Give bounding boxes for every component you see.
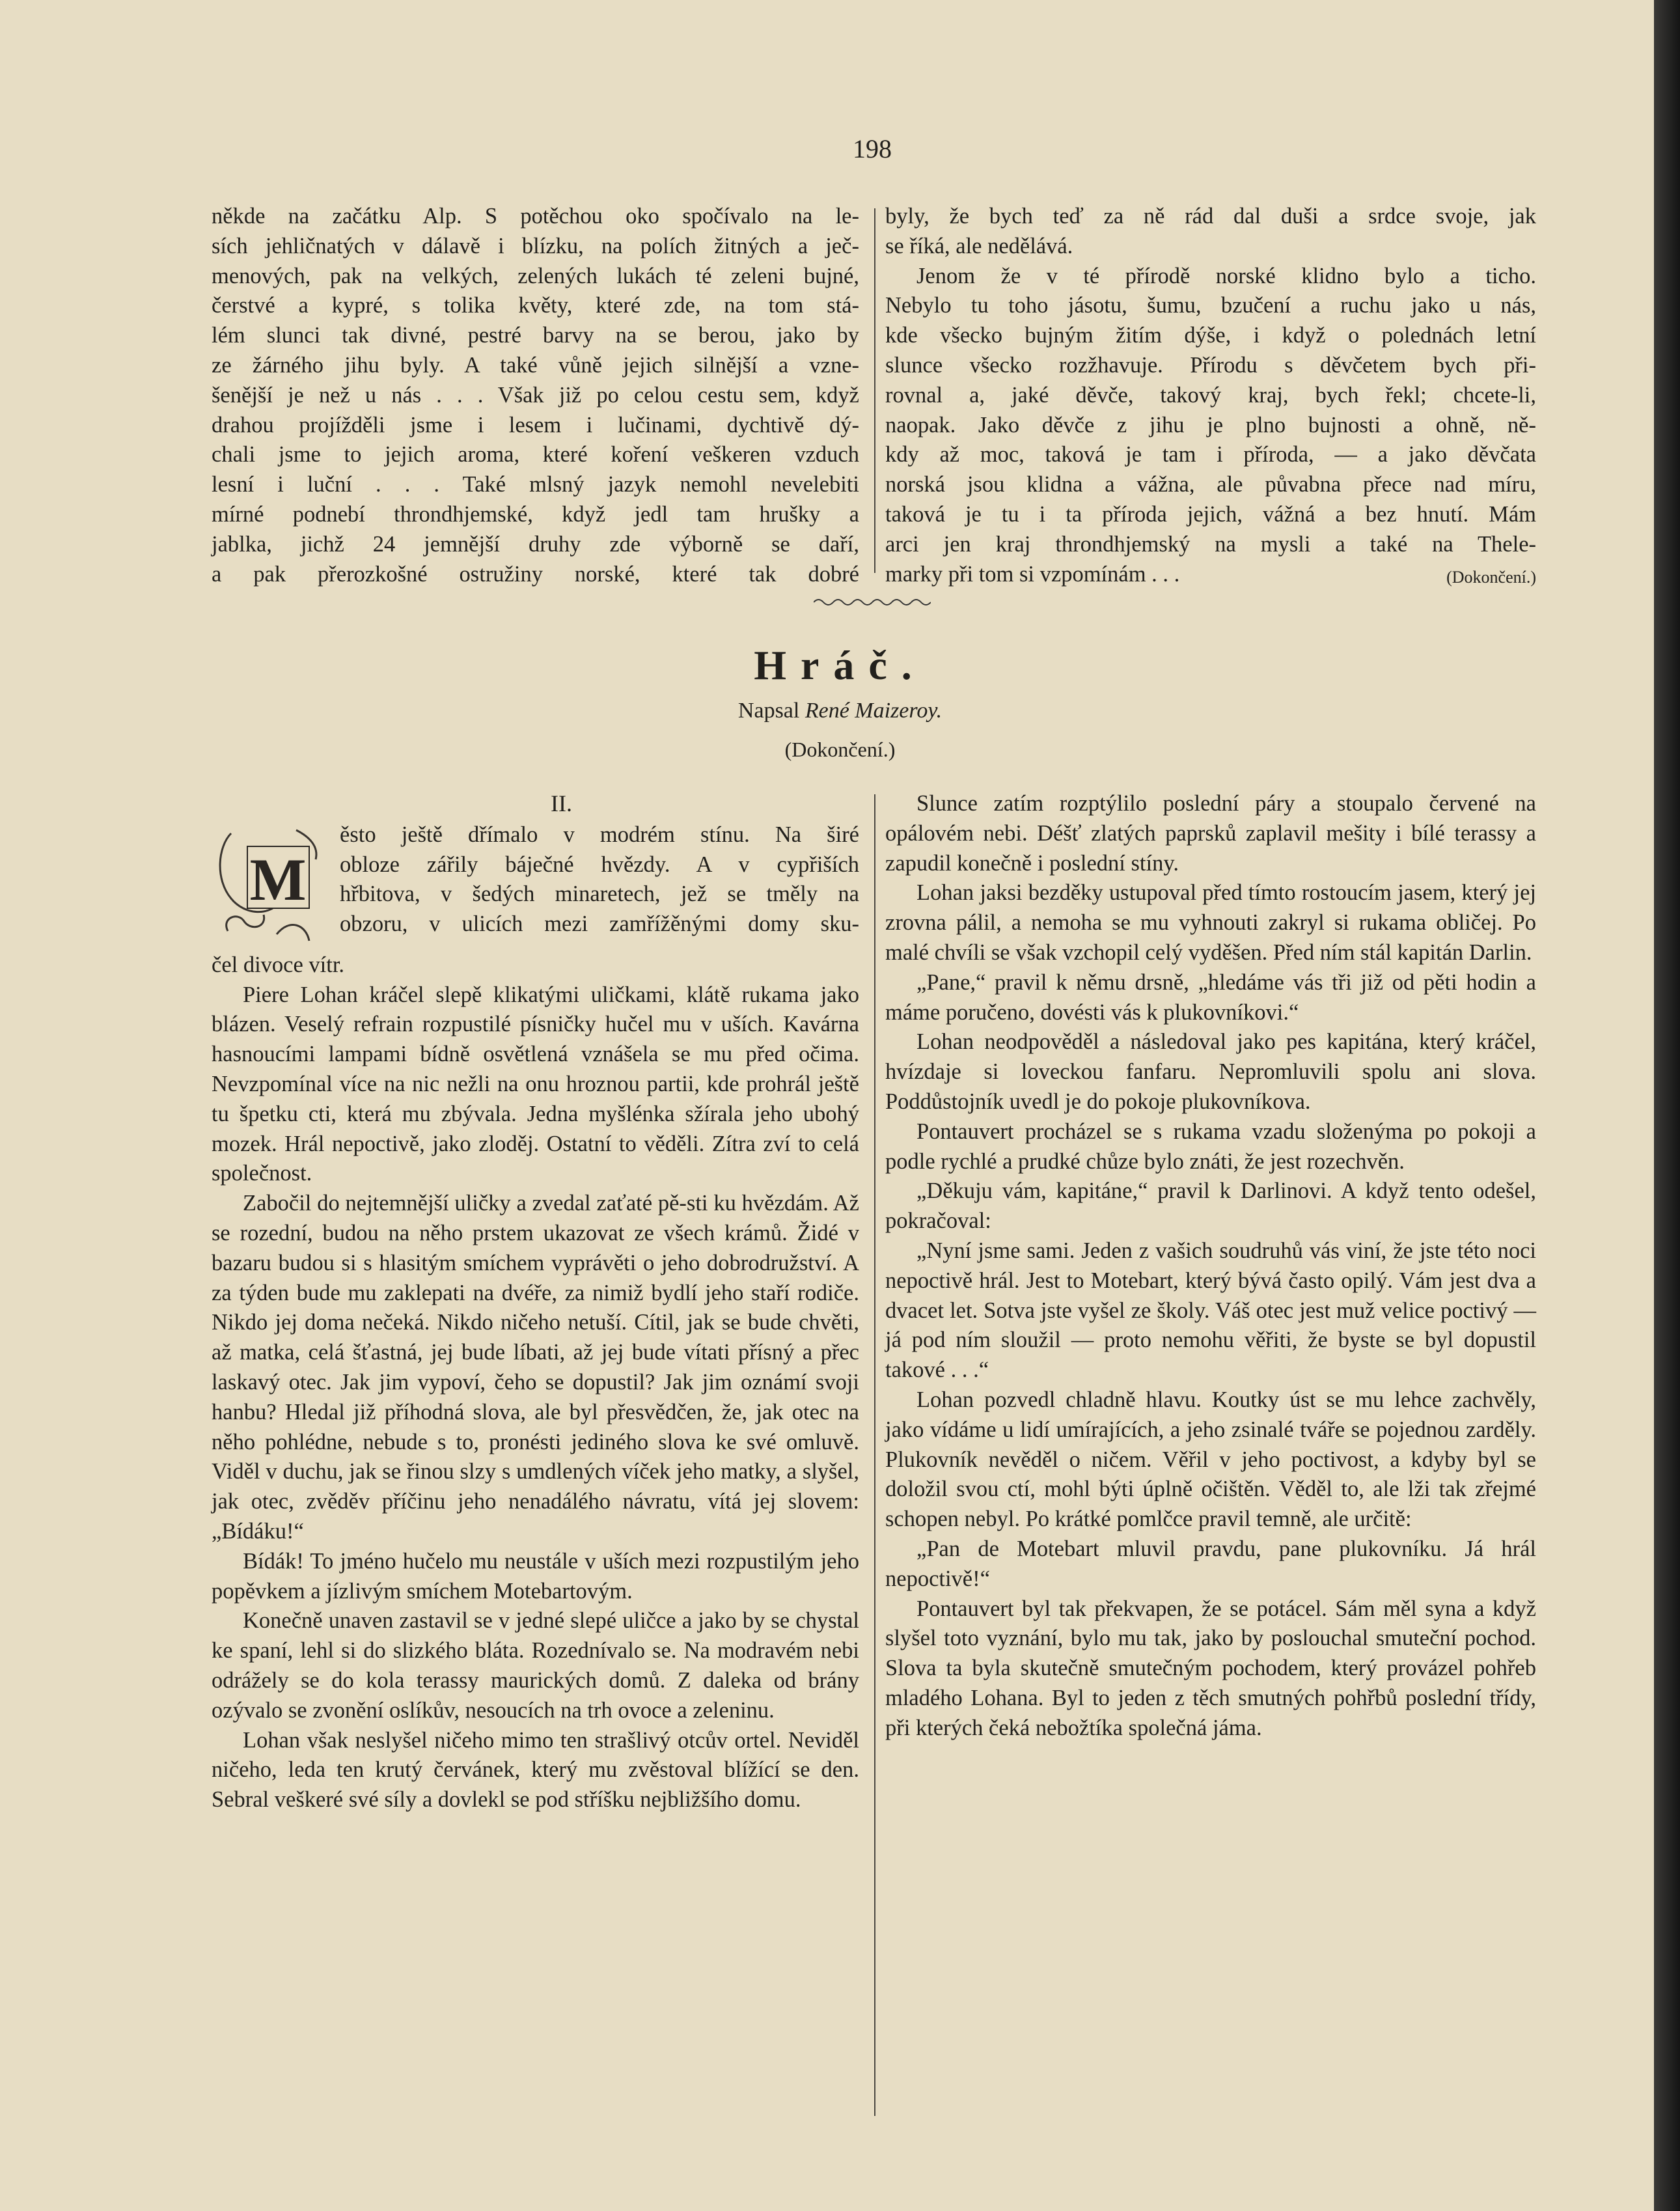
- paragraph: Lohan neodpověděl a následoval jako pes kapitána, který kráčel, hvízdaje si loveckou fanfaru. Nepromluvili spolu ani slova. Poddůstojník uvedl je do pokoje plukovníkova.: [885, 1029, 1536, 1114]
- text-line: chali jsme to jejich aroma, které koření veškeren vzduch: [212, 442, 859, 467]
- text-line: naopak. Jako děvče z jihu je plno bujnosti a ohně, ně-: [885, 412, 1536, 438]
- text-line: lém slunci tak divné, pestré barvy na se berou, jako by: [212, 323, 859, 348]
- text-line: ze žárného jihu byly. A také vůně jejich silnější a vzne-: [212, 352, 859, 378]
- text-line: byly, že bych teď za ně rád dal duši a srdce svoje, jak: [885, 204, 1536, 229]
- author-name: René Maizeroy.: [805, 699, 943, 723]
- paragraph: Piere Lohan kráčel slepě klikatými uličkami, klátě rukama jako blázen. Veselý refrain rozpustilé písničky hučel mu v uších. Kavárna hasnoucími lampami bídně osvětlená vznášela se mu před očima. Nevzpomínal více na nic nežli na onu hroznou partii, kde prohrál ještě tu špetku cti, která mu zbývala. Jedna myšlénka sžírala jeho ubohý mozek. Hrál nepoctivě, jako zloděj. Ostatní to věděli. Zítra zví to celá společnost.: [212, 982, 859, 1186]
- text-line: marky při tom si vzpomínám . . . (Dokončení.): [885, 560, 1536, 590]
- text-line: arci jen kraj throndhjemský na mysli a také na Thele-: [885, 531, 1536, 557]
- paragraph: Lohan jaksi bezděky ustupoval před tímto rostoucím jasem, který jej zrovna pálil, a nemoha se mu vyhnouti zakryl si rukama obličej. Po malé chvíli se však vzchopil celý vyděšen. Před ním stál kapitán Darlin.: [885, 880, 1536, 965]
- text-line: Jenom že v té přírodě norské klidno bylo a ticho.: [916, 263, 1536, 288]
- ornamental-dropcap-icon: [212, 820, 332, 951]
- text-line: kde všecko bujným žitím dýše, i když o polednách letní: [885, 323, 1536, 348]
- text-line: ěsto ještě dřímalo v modrém stínu. Na širé: [340, 822, 859, 847]
- paragraph: Slunce zatím rozptýlilo poslední páry a stoupalo červené na opálovém nebi. Déšť zlatých paprsků zaplavil mešity i bílé terassy a zapudil konečně i poslední stíny.: [885, 791, 1536, 876]
- text-line: kdy až moc, taková je tam i příroda, — a jako děvčata: [885, 442, 1536, 467]
- text-line: Nebylo tu toho jásotu, šumu, bzučení a ruchu jako u nás,: [885, 293, 1536, 318]
- text-line: jablka, jichž 24 jemnější druhy zde výborně se daří,: [212, 531, 859, 557]
- paragraph: Pontauvert byl tak překvapen, že se potácel. Sám měl syna a když slyšel toto vyznání, bylo mu tak, jako by poslouchal smuteční pochod. Slova ta byla skutečně smutečným pochodem, který provázel pohřeb mladého Lohana. Byl to jeden z těch smutných pohřbů poslední třídy, při kterých čeká nebožtíka společná jáma.: [885, 1596, 1536, 1740]
- bottom-left-column: [212, 789, 859, 1815]
- column-rule-bottom: [874, 794, 875, 2116]
- paragraph: „Pane,“ pravil k němu drsně, „hledáme vás tři již od pěti hodin a máme poručeno, dovésti vás k plukovníkovi.“: [885, 969, 1536, 1025]
- paragraph: Lohan pozvedl chladně hlavu. Koutky úst se mu lehce zachvěly, jako vídáme u lidí umírajících, a jeho zsinalé tváře se pojednou zarděly. Plukovník nevěděl o ničem. Věřil v jeho poctivost, a kdyby byl se doložil svou ctí, mohl býti úplně očištěn. Věděl to, ale lži tak zřejmé schopen nebyl. Po krátké pomlčce pravil temně, ale určitě:: [885, 1387, 1536, 1532]
- text-line: čerstvé a kypré, s tolika květy, které zde, na tom stá-: [212, 293, 859, 318]
- column-rule-top: [874, 208, 875, 573]
- text-line: a pak přerozkošné ostružiny norské, které tak dobré: [212, 561, 859, 587]
- top-left-column: [212, 202, 859, 589]
- text-line: lesní i luční . . . Také mlsný jazyk nemohl nevelebiti: [212, 472, 859, 497]
- chapter-heading: II.: [551, 790, 572, 816]
- text-line: mírné podnebí throndhjemské, když jedl tam hrušky a: [212, 501, 859, 527]
- paragraph: „Pan de Motebart mluvil pravdu, pane plukovníku. Já hrál nepoctivě!“: [885, 1536, 1536, 1591]
- text-line: sích jehličnatých v dálavě i blízku, na polích žitných a ječ-: [212, 233, 859, 258]
- section-ornament: [814, 596, 931, 609]
- text-line: slunce všecko rozžhavuje. Přírodu s děvčetem bych při-: [885, 352, 1536, 378]
- byline: [0, 699, 1680, 723]
- text-line: se říká, ale nedělává.: [885, 233, 1073, 258]
- page-number: 198: [853, 134, 892, 163]
- story-title: Hráč.: [754, 642, 926, 688]
- paragraph: Konečně unaven zastavil se v jedné slepé uličce a jako by se chystal ke spaní, lehl si do slizkého bláta. Rozednívalo se. Na modravém nebi odrážely se do kola terassy maurických domů. Z daleka od brány ozývalo se zvonění oslíkův, nesoucích na trh ovoce a zeleninu.: [212, 1608, 859, 1723]
- text-line: šenější je než u nás . . . Však již po celou cestu sem, když: [212, 382, 859, 408]
- paragraph: „Děkuju vám, kapitáne,“ pravil k Darlinovi. A když tento odešel, pokračoval:: [885, 1178, 1536, 1234]
- paragraph: Lohan však neslyšel ničeho mimo ten strašlivý otcův ortel. Neviděl ničeho, leda ten krutý červánek, který mu zvěstoval blížící se den. Sebral veškeré své síly a dovlekl se pod stříšku nejbližšího domu.: [212, 1727, 859, 1813]
- text-line: rovnal a, jaké děvče, takový kraj, bych řekl; chcete-li,: [885, 382, 1536, 408]
- text-line: taková je tu i ta příroda jejich, vážná a bez hnutí. Mám: [885, 501, 1536, 527]
- dropcap-letter: M: [249, 846, 307, 913]
- text-line: obloze zářily báječné hvězdy. A v cypřiších: [340, 852, 859, 877]
- text-line: norská jsou klidna a vážna, ale půvabna přece nad míru,: [885, 472, 1536, 497]
- text-line: čel divoce vítr.: [212, 952, 345, 977]
- top-right-column: [885, 202, 1536, 592]
- paragraph: Pontauvert procházel se s rukama vzadu složenýma po pokoji a podle rychlé a prudké chůze bylo znáti, že jest rozechvěn.: [885, 1119, 1536, 1174]
- text-line: drahou projížděli jsme i lesem i lučinami, dychtivě dý-: [212, 412, 859, 438]
- text-line: někde na začátku Alp. S potěchou oko spočívalo na le-: [212, 204, 859, 229]
- paragraph: „Nyní jsme sami. Jeden z vašich soudruhů vás viní, že jste této noci nepoctivě hrál. Jest to Motebart, který bývá často opilý. Vám jest dva a dvacet let. Sotva jste vyšel ze školy. Váš otec jest muž velice poctivý — já pod ním sloužil — proto nemohu věřiti, že byste se byl dopustil takové . . .“: [885, 1238, 1536, 1383]
- text-line: menových, pak na velkých, zelených lukách té zeleni bujné,: [212, 263, 859, 288]
- bottom-left-paragraphs: [212, 980, 859, 1815]
- text-line: hřbitova, v šedých minaretech, jež se tměly na: [340, 882, 859, 907]
- bottom-right-column: [885, 789, 1536, 1744]
- continuation-note: (Dokončení.): [784, 738, 896, 761]
- end-note: (Dokončení.): [1446, 567, 1536, 587]
- bottom-right-paragraphs: [885, 789, 1536, 1744]
- paragraph: Zabočil do nejtemnější uličky a zvedal zaťaté pě-sti ku hvězdám. Až se rozední, budou na něho prstem ukazovat ze všech krámů. Židé v bazaru budou si s hlasitým smíchem vyprávěti o jeho dobrodružství. A za týden bude mu zaklepati na dvéře, za nimiž bydlí jeho staří rodiče. Nikdo jej doma nečeká. Nikdo ničeho netuší. Cítil, jak se bude chvěti, až matka, celá šťastná, jej bude líbati, až jej bude vítati přísný a přec laskavý otec. Jak jim vypoví, čeho se dopustil? Jak jim oznámí svoji hanbu? Hledal již příhodná slova, ale byl přesvědčen, že, jak otec na něho pohlédne, nebude s to, pronésti jediného slova ke své omluvě. Viděl v duchu, jak se řinou slzy s umdlených víček jeho matky, a slyšel, jak otec, zvěděv příčinu jeho nenadálého návratu, vítá jej slovem: „Bídáku!“: [212, 1191, 859, 1544]
- page-edge-shadow: [1654, 0, 1680, 2211]
- text-line: obzoru, v ulicích mezi zamřížěnými domy sku-: [340, 911, 859, 937]
- paragraph: Bídák! To jméno hučelo mu neustále v uších mezi rozpustilým jeho popěvkem a jízlivým smíchem Motebartovým.: [212, 1548, 859, 1604]
- byline-prefix: Napsal: [737, 699, 800, 723]
